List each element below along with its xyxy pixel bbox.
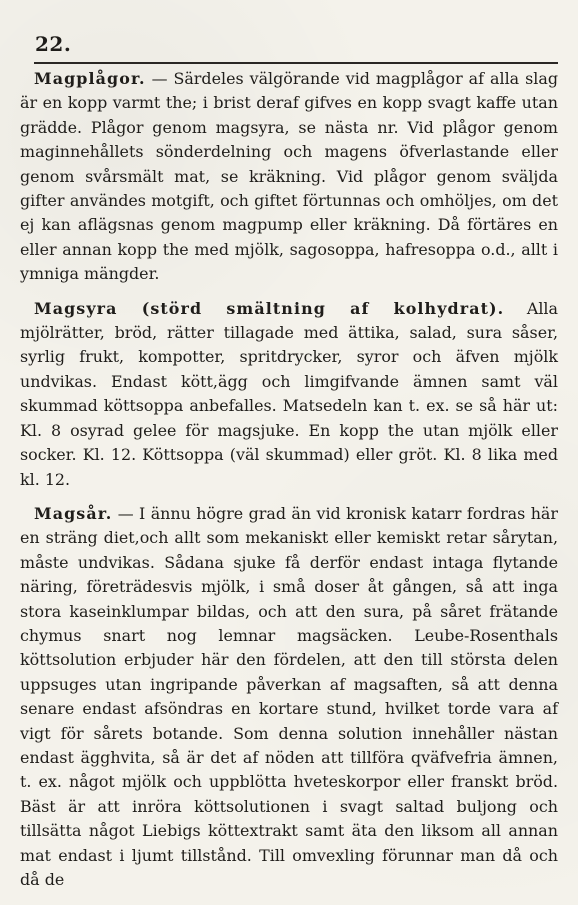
- section-text: Alla mjölrätter, bröd, rätter tillagade med ättika, salad, sura såser, syrlig frukt, kompotter, spritdrycker, syror och äfven mjölk undvikas. Endast kött,ägg och limgifvande ämnen samt väl skummad köttsoppa anbefalles. Matsedeln kan t. ex. se så här ut: Kl. 8 osyrad gelee för magsjuke. En kopp the utan mjölk eller socker. Kl. 12. Köttsoppa (väl skummad) eller gröt. Kl. 8 lika med kl. 12.: [20, 298, 558, 489]
- section-magsar: [20, 502, 558, 893]
- section-heading: Magsår.: [34, 503, 113, 523]
- page-body: [20, 67, 558, 892]
- section-text: — I ännu högre grad än vid kronisk katarr fordras här en sträng diet,och allt som mekaniskt eller kemiskt retar sårytan, måste undvikas. Sådana sjuke få derför endast intaga flytande näring, företrädesvis mjölk, i små doser åt gången, så att inga stora kaseinklumpar bildas, och att den sura, på såret frätande chymus snart nog lemnar magsäcken. Leube-Rosenthals köttsolution erbjuder här den fördelen, att den till största delen uppsuges utan ingripande påverkan af magsaften, så att denna senare endast afsöndras en kortare stund, hvilket torde vara af vigt för sårets botande. Som denna solution innehåller nästan endast ägghvita, så är det af nöden att tillföra qväfvefria ämnen, t. ex. något mjölk och uppblötta hveteskorpor eller franskt bröd. Bäst är att inröra köttsolutionen i svagt saltad buljong och tillsätta något Liebigs köttextrakt samt äta den liksom all annan mat endast i ljumt tillstånd. Till omvexling förunnar man då och då de: [20, 503, 558, 889]
- page-number: 22.: [35, 32, 72, 56]
- section-heading: Magsyra (störd smältning af kolhydrat).: [34, 298, 505, 318]
- section-heading: Magplågor.: [34, 69, 146, 88]
- section-magplagor: [20, 67, 558, 287]
- section-magsyra: [20, 297, 558, 492]
- header-rule: [34, 62, 558, 64]
- section-text: — Särdeles välgörande vid magplågor af alla slag är en kopp varmt the; i brist deraf gifves en kopp svagt kaffe utan grädde. Plågor genom magsyra, se nästa nr. Vid plågor genom maginnehållets sönderdelning och magens öfverlastande eller genom svårsmält mat, se kräkning. Vid plågor genom sväljda gifter användes motgift, och giftet förtunnas och omhöljes, om det ej kan aflägsnas genom magpump eller kräkning. Då förtäres en eller annan kopp the med mjölk, sagosoppa, hafresoppa o.d., allt i ymniga mängder.: [20, 69, 558, 284]
